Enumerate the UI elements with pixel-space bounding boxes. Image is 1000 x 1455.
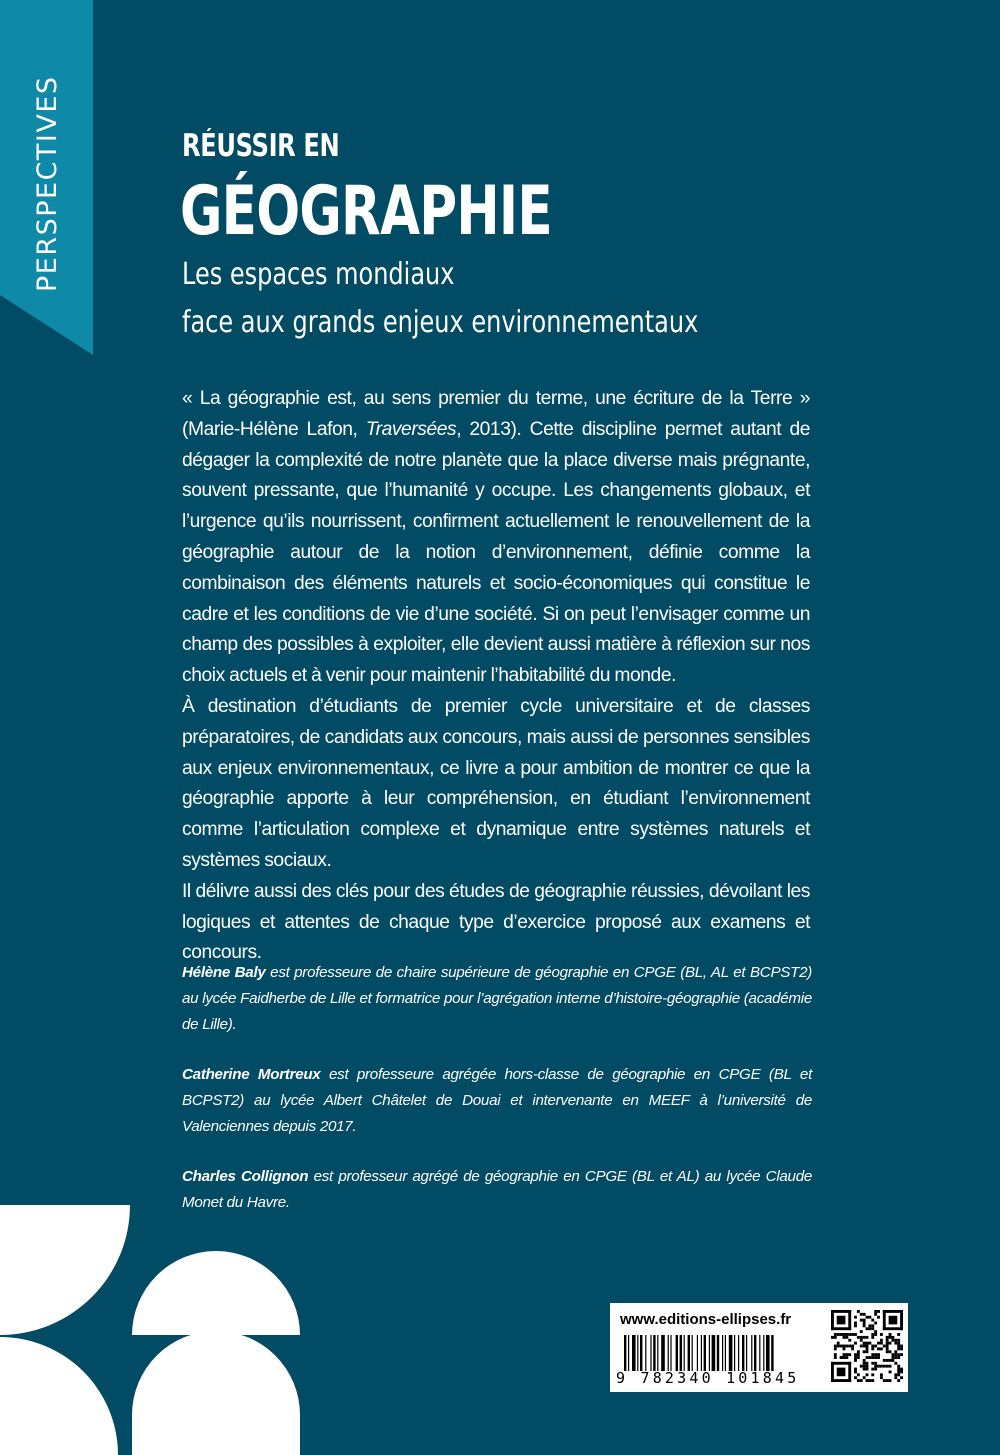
book-title: GÉOGRAPHIE	[180, 172, 552, 251]
blurb	[182, 384, 810, 969]
author-bio: Charles Collignon est professeur agrégé de géographie en CPGE (BL et AL) au lycée Claude Monet du Havre.	[182, 1168, 813, 1211]
author-name: Charles Collignon	[182, 1168, 309, 1185]
author-bio: Catherine Mortreux est professeure agrégée hors-classe de géographie en CPGE (BL et BCPST2) au lycée Albert Châtelet de Douai et intervenante en MEEF à l’université de Valenciennes depuis 2017.	[182, 1066, 812, 1135]
subtitle-line-2: face aux grands enjeux environnementaux	[182, 305, 699, 340]
quarter-circle-shape	[0, 1205, 130, 1335]
author-name: Hélène Baly	[182, 964, 266, 981]
half-circle-shape	[132, 1331, 300, 1455]
isbn-number: 9 782340 101845	[616, 1369, 800, 1387]
series-label: PERSPECTIVES	[32, 75, 63, 292]
half-circle-shape	[132, 1251, 300, 1335]
publisher-url: www.editions-ellipses.fr	[620, 1311, 792, 1328]
decorative-shapes	[0, 1205, 300, 1455]
isbn-barcode	[624, 1335, 820, 1371]
blurb-paragraph-3: Il délivre aussi des clés pour des études de géographie réussies, dévoilant les logiques et attentes de chaque type d’exercice proposé aux examens et concours.	[182, 880, 810, 964]
qr-code-icon	[831, 1310, 903, 1382]
barcode-box	[610, 1303, 908, 1392]
blurb-paragraph-1: « La géographie est, au sens premier du terme, une écriture de la Terre » (Marie-Hélène Lafon, Traversées, 2013). Cette discipline permet autant de dégager la complexité de notre planète que la place diverse mais prégnante, souvent pressante, que l’humanité y occupe. Les changements globaux, et l’urgence qu’ils nourrissent, confirment actuellement le renouvellement de la géographie autour de la notion d’environnement, définie comme la combinaison des éléments naturels et socio-économiques qui constitue le cadre et les conditions de vie d’une société. Si on peut l’envisager comme un champ des possibles à exploiter, elle devient aussi matière à réflexion sur nos choix actuels et à venir pour maintenir l’habitabilité du monde.	[182, 388, 811, 687]
quarter-circle-shape	[0, 1337, 118, 1455]
title-prefix: RÉUSSIR EN	[182, 128, 340, 164]
author-name: Catherine Mortreux	[182, 1066, 321, 1083]
blurb-paragraph-2: À destination d’étudiants de premier cycle universitaire et de classes préparatoires, de candidats aux concours, mais aussi de personnes sensibles aux enjeux environnementaux, ce livre a pour ambition de montrer ce que la géographie apporte à leur compréhension, en étudiant l’environnement comme l’articulation complexe et dynamique entre systèmes naturels et systèmes sociaux.	[182, 695, 810, 871]
author-bio: Hélène Baly est professeure de chaire supérieure de géographie en CPGE (BL, AL et BCPST2) au lycée Faidherbe de Lille et formatrice pour l’agrégation interne d’histoire-géographie (académie de Lille).	[182, 964, 812, 1033]
author-bios	[182, 960, 812, 1240]
cited-work-title: Traversées	[365, 418, 457, 440]
subtitle-line-1: Les espaces mondiaux	[182, 257, 455, 292]
